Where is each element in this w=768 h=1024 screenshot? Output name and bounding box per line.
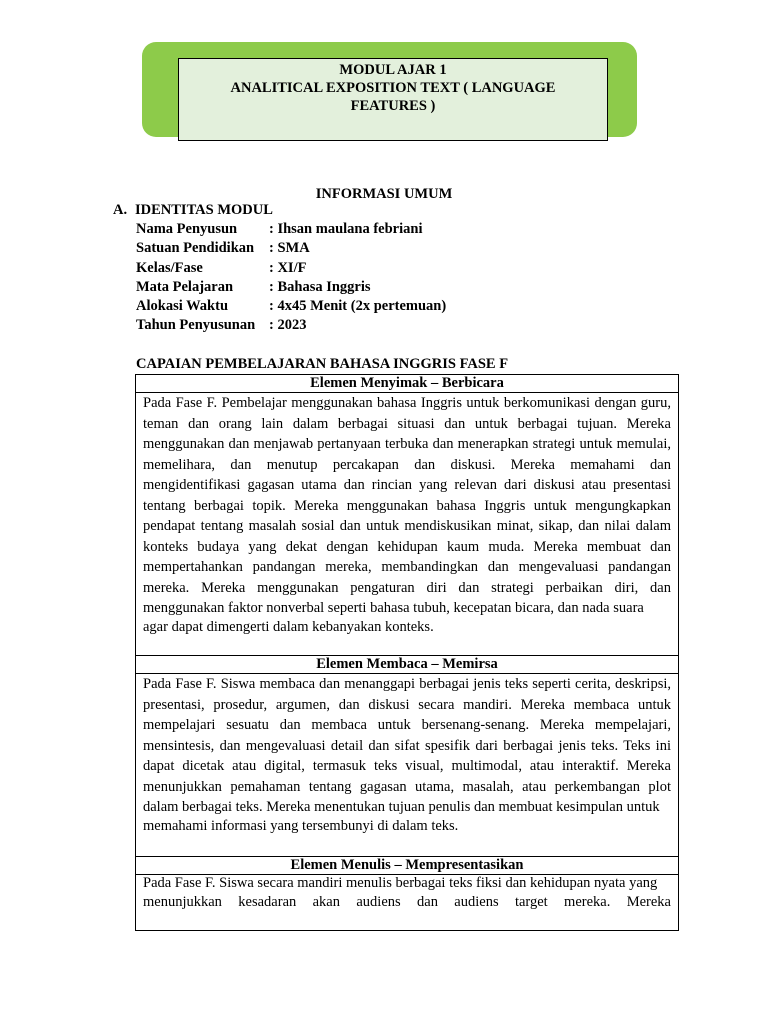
- element-paragraph: Pada Fase F. Pembelajar menggunakan bahasa Inggris untuk berkomunikasi dengan guru, teman dan orang lain dalam berbagai situasi dan untuk berbagai tujuan. Mereka menggunakan dan menjawab pertanyaan terbuka dan menerapkan strategi untuk memulai, memelihara, dan menutup percakapan dan diskusi. Mereka memahami dan mengidentifikasi gagasan utama dan rincian yang relevan dari diskusi atau presentasi tentang berbagai topik. Mereka menggunakan bahasa Inggris untuk mengungkapkan pendapat tentang masalah sosial dan untuk mendiskusikan minat, sikap, dan nilai dalam konteks budaya yang dekat dengan kehidupan kaum muda. Mereka membuat dan mempertahankan pandangan mereka, membandingkan dan mengevaluasi pandangan mereka. Mereka menggunakan pengaturan diri dan strategi perbaikan diri, dan menggunakan faktor nonverbal seperti bahasa tubuh, kecepatan bicara, dan nada suara: [143, 395, 671, 616]
- element-body-listening: [136, 393, 678, 655]
- element-paragraph: menunjukkan kesadaran akan audiens dan audiens target mereka. Mereka: [143, 894, 671, 910]
- identity-label: Nama Penyusun: [136, 221, 238, 237]
- identity-value: : XI/F: [269, 259, 307, 276]
- identity-heading: [113, 202, 273, 219]
- identity-label: Satuan Pendidikan: [136, 240, 255, 257]
- capaian-heading: CAPAIAN PEMBELAJARAN BAHASA INGGRIS FASE F: [136, 356, 509, 372]
- element-heading-writing: Elemen Menulis – Mempresentasikan: [136, 856, 678, 875]
- capaian-table: [135, 374, 679, 931]
- identity-value: : 2023: [269, 317, 307, 334]
- module-title-line2: ANALITICAL EXPOSITION TEXT ( LANGUAGE: [230, 80, 556, 96]
- identity-row: [136, 316, 446, 335]
- element-heading-reading: Elemen Membaca – Memirsa: [136, 655, 678, 674]
- element-paragraph: Pada Fase F. Siswa membaca dan menanggapi berbagai jenis teks seperti cerita, deskripsi, presentasi, prosedur, argumen, dan diskusi secara mandiri. Mereka membaca untuk mempelajari sesuatu dan membaca untuk bersenang-senang. Mereka mempelajari, mensintesis, dan mengevaluasi detail dan sifat spesifik dari berbagai jenis teks. Teks ini dapat dicetak atau digital, termasuk teks visual, multimodal, atau interaktif. Mereka menunjukkan pemahaman tentang gagasan utama, masalah, atau perkembangan plot dalam berbagai teks. Mereka menentukan tujuan penulis dan membuat kesimpulan untuk: [143, 676, 671, 815]
- identity-value: : Ihsan maulana febriani: [269, 221, 423, 237]
- module-title-line3: FEATURES ): [350, 98, 436, 114]
- module-title-box: [178, 58, 608, 141]
- element-heading-listening: Elemen Menyimak – Berbicara: [136, 375, 678, 393]
- identity-row: [136, 297, 446, 316]
- module-title-line1: MODUL AJAR 1: [339, 62, 447, 78]
- identity-letter: A.: [113, 202, 128, 218]
- identity-row: [136, 220, 446, 239]
- element-last-line: agar dapat dimengerti dalam kebanyakan konteks.: [143, 618, 434, 635]
- identity-row: [136, 278, 446, 297]
- identity-heading-text: IDENTITAS MODUL: [135, 202, 273, 218]
- identity-value: : Bahasa Inggris: [269, 278, 371, 295]
- element-last-line: memahami informasi yang tersembunyi di dalam teks.: [143, 817, 459, 834]
- general-info-heading: INFORMASI UMUM: [315, 186, 453, 202]
- identity-row: [136, 239, 446, 258]
- identity-label: Kelas/Fase: [136, 259, 203, 276]
- element-body-reading: [136, 674, 678, 856]
- element-first-line: Pada Fase F. Siswa secara mandiri menulis berbagai teks fiksi dan kehidupan nyata yang: [143, 875, 658, 891]
- identity-label: Alokasi Waktu: [136, 298, 229, 315]
- identity-value: : 4x45 Menit (2x pertemuan): [269, 298, 447, 315]
- identity-list: [136, 220, 446, 336]
- identity-row: [136, 259, 446, 278]
- identity-label: Mata Pelajaran: [136, 278, 234, 295]
- identity-label: Tahun Penyusunan: [136, 317, 256, 334]
- identity-value: : SMA: [269, 240, 310, 257]
- element-body-writing: [136, 875, 678, 931]
